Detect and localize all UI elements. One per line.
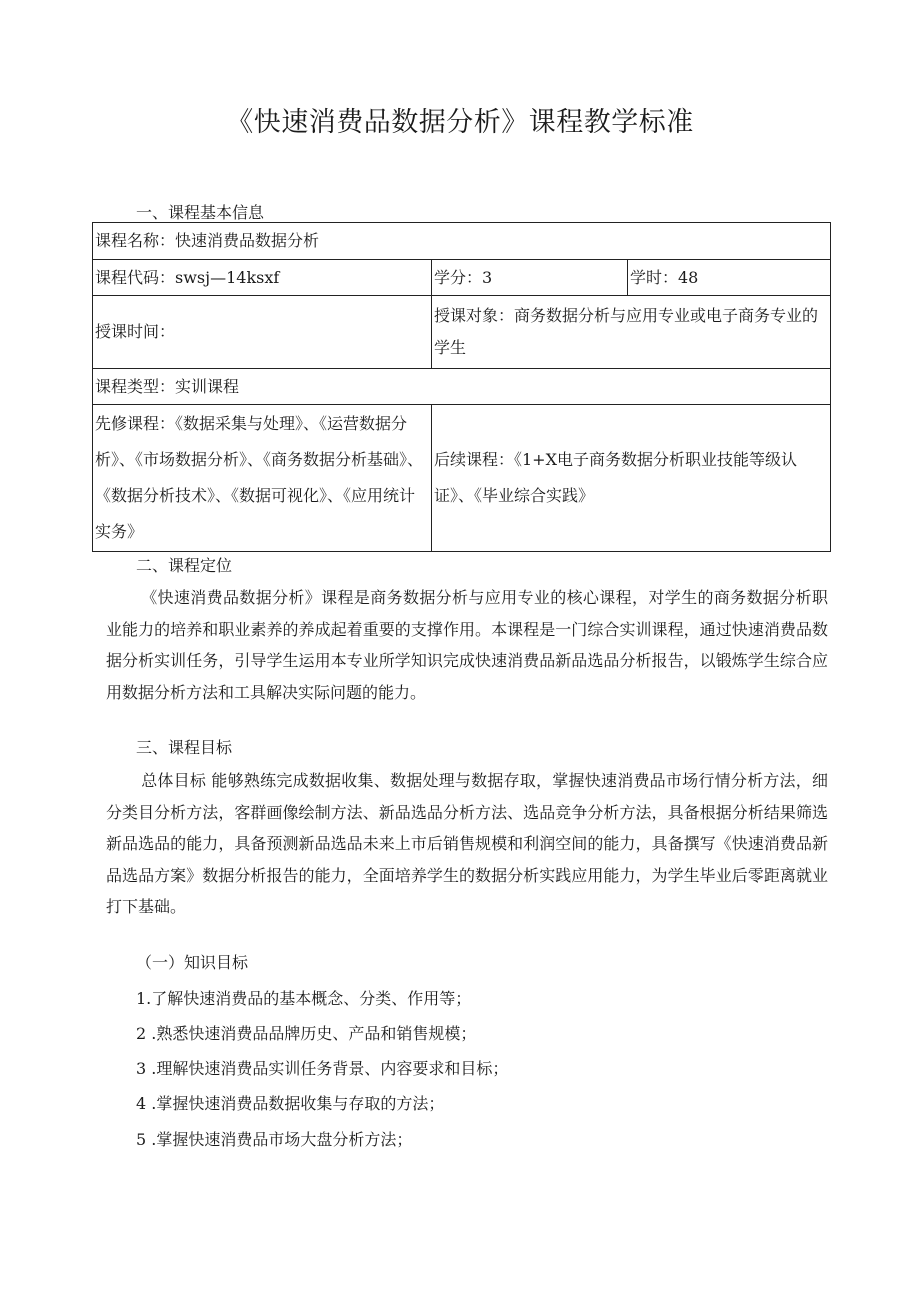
- table-row: [93, 260, 831, 296]
- table-row: [93, 405, 831, 552]
- section-heading-basic-info: 一、课程基本信息: [136, 203, 265, 222]
- table-row: [93, 369, 831, 405]
- prerequisite-courses-cell: 先修课程：《数据采集与处理》、《运营数据分析》、《市场数据分析》、《商务数据分析基础》、《数据分析技术》、《数据可视化》、《应用统计实务》: [93, 405, 432, 552]
- objectives-paragraph: 总体目标 能够熟练完成数据收集、数据处理与数据存取，掌握快速消费品市场行情分析方法，细分类目分析方法，客群画像绘制方法、新品选品分析方法、选品竞争分析方法，具备根据分析结果筛选新品选品的能力，具备预测新品选品未来上市后销售规模和利润空间的能力，具备撰写《快速消费品新品选品方案》数据分析报告的能力，全面培养学生的数据分析实践应用能力，为学生毕业后零距离就业打下基础。: [106, 771, 828, 917]
- course-name-cell: 课程名称：快速消费品数据分析: [93, 223, 831, 260]
- course-code-cell: 课程代码：swsj—14ksxf: [93, 260, 432, 296]
- followup-courses-cell: 后续课程：《1+X电子商务数据分析职业技能等级认证》、《毕业综合实践》: [432, 405, 831, 552]
- subheading-knowledge-goals: （一）知识目标: [136, 953, 249, 972]
- list-item: 1.了解快速消费品的基本概念、分类、作用等；: [136, 989, 472, 1008]
- table-row: [93, 223, 831, 260]
- course-info-table: [92, 222, 831, 552]
- teaching-time-cell: 授课时间：: [93, 296, 432, 369]
- audience-cell: 授课对象：商务数据分析与应用专业或电子商务专业的学生: [432, 296, 831, 369]
- credit-cell: 学分：3: [432, 260, 628, 296]
- course-type-cell: 课程类型：实训课程: [93, 369, 831, 405]
- list-item: 5 .掌握快速消费品市场大盘分析方法；: [136, 1130, 413, 1149]
- section-heading-positioning: 二、课程定位: [136, 556, 233, 575]
- document-title: 《快速消费品数据分析》课程教学标准: [226, 107, 694, 138]
- list-item: 4 .掌握快速消费品数据收集与存取的方法；: [136, 1094, 445, 1113]
- hours-cell: 学时：48: [628, 260, 831, 296]
- list-item: 2 .熟悉快速消费品品牌历史、产品和销售规模；: [136, 1024, 477, 1043]
- positioning-paragraph: 《快速消费品数据分析》课程是商务数据分析与应用专业的核心课程，对学生的商务数据分析职业能力的培养和职业素养的养成起着重要的支撑作用。本课程是一门综合实训课程，通过快速消费品数据分析实训任务，引导学生运用本专业所学知识完成快速消费品新品选品分析报告，以锻炼学生综合应用数据分析方法和工具解决实际问题的能力。: [106, 588, 828, 702]
- table-row: [93, 296, 831, 369]
- list-item: 3 .理解快速消费品实训任务背景、内容要求和目标；: [136, 1059, 509, 1078]
- section-heading-objectives: 三、课程目标: [136, 738, 233, 757]
